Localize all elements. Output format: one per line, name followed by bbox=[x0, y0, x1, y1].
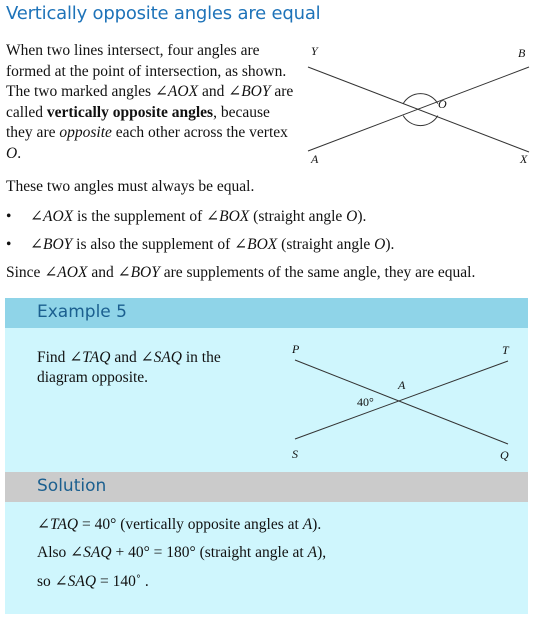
solution-title: Solution bbox=[37, 476, 107, 496]
intro-text: . bbox=[17, 144, 22, 162]
angle-saq: ∠SAQ bbox=[70, 544, 112, 561]
angle-40-label: 40° bbox=[357, 395, 374, 409]
bullet-dot: • bbox=[6, 236, 12, 253]
emphasis-opposite: opposite bbox=[59, 124, 112, 142]
bullet-dot: • bbox=[6, 208, 12, 225]
label-a: A bbox=[311, 152, 319, 166]
intro-text: each other across the vertex bbox=[111, 124, 288, 142]
label-s: S bbox=[292, 447, 298, 461]
label-t: T bbox=[502, 343, 509, 357]
example-title: Example 5 bbox=[37, 302, 127, 322]
angle-ref: ∠BOY bbox=[117, 264, 160, 281]
vertex-o: O bbox=[6, 144, 18, 162]
solution-line-2 bbox=[37, 543, 326, 562]
solution-text: so bbox=[37, 573, 55, 590]
section-heading: Vertically opposite angles are equal bbox=[6, 3, 321, 24]
term-vertically-opposite: vertically opposite angles bbox=[46, 103, 214, 121]
question-text: Find bbox=[37, 349, 70, 366]
vertex-ref: A bbox=[302, 516, 313, 533]
angle-ref: ∠BOX bbox=[206, 208, 250, 225]
solution-line-3 bbox=[37, 572, 149, 591]
bullet-text: ). bbox=[385, 236, 395, 253]
angle-taq: ∠TAQ bbox=[69, 349, 111, 366]
angle-aox: ∠AOX bbox=[154, 83, 199, 101]
label-x: X bbox=[520, 152, 528, 166]
since-text: are supplements of the same angle, they are equal. bbox=[159, 264, 476, 281]
since-text: Since bbox=[6, 264, 45, 281]
bullet-item bbox=[6, 235, 394, 254]
angle-ref: ∠BOY bbox=[30, 236, 73, 253]
angle-boy: ∠BOY bbox=[228, 83, 271, 101]
vertex-ref: O bbox=[346, 208, 358, 225]
intro-text: are called bbox=[6, 83, 294, 121]
label-q: Q bbox=[500, 448, 509, 462]
bullet-text: is the supplement of bbox=[73, 208, 207, 225]
angle-ref: ∠AOX bbox=[30, 208, 74, 225]
label-o: O bbox=[438, 97, 447, 111]
solution-text: + 40° = 180° (straight angle at bbox=[111, 544, 308, 561]
intersecting-lines-diagram bbox=[300, 40, 536, 175]
solution-text: = 40° (vertically opposite angles at bbox=[78, 516, 303, 533]
bullet-text: is also the supplement of bbox=[72, 236, 235, 253]
label-y: Y bbox=[311, 44, 318, 58]
vertex-ref: O bbox=[374, 236, 386, 253]
since-text: and bbox=[87, 264, 118, 281]
angle-ref: ∠BOX bbox=[234, 236, 278, 253]
angle-arc-aox bbox=[403, 116, 438, 126]
solution-text: ), bbox=[317, 544, 327, 561]
intro-text: and bbox=[198, 83, 229, 101]
intro-text: When two lines intersect, four angles are formed at the point of intersection, as shown. The two marked angles bbox=[6, 42, 287, 101]
since-line bbox=[6, 263, 475, 282]
these-angles-line: These two angles must always be equal. bbox=[6, 178, 255, 195]
bullet-text: (straight angle bbox=[249, 208, 347, 225]
bullet-item bbox=[6, 207, 366, 226]
angle-ref: ∠AOX bbox=[44, 264, 88, 281]
solution-text: = 140˚ . bbox=[96, 573, 149, 590]
label-a: A bbox=[398, 378, 406, 392]
example-diagram bbox=[280, 338, 525, 468]
angle-arc-boy bbox=[403, 94, 438, 104]
question-text: in the diagram opposite. bbox=[37, 349, 221, 386]
solution-line-1 bbox=[37, 515, 321, 534]
angle-taq: ∠TAQ bbox=[37, 516, 79, 533]
angle-saq: ∠SAQ bbox=[54, 573, 97, 590]
question-text: and bbox=[110, 349, 141, 366]
vertex-ref: A bbox=[307, 544, 318, 561]
solution-text: Also bbox=[37, 544, 71, 561]
label-p: P bbox=[292, 342, 300, 356]
angle-saq: ∠SAQ bbox=[140, 349, 182, 366]
example-question bbox=[37, 348, 252, 388]
bullet-text: ). bbox=[357, 208, 367, 225]
label-b: B bbox=[518, 46, 526, 60]
intro-text: , because they are bbox=[6, 103, 270, 142]
bullet-text: (straight angle bbox=[277, 236, 375, 253]
solution-text: ). bbox=[312, 516, 322, 533]
intro-paragraph bbox=[6, 41, 296, 165]
